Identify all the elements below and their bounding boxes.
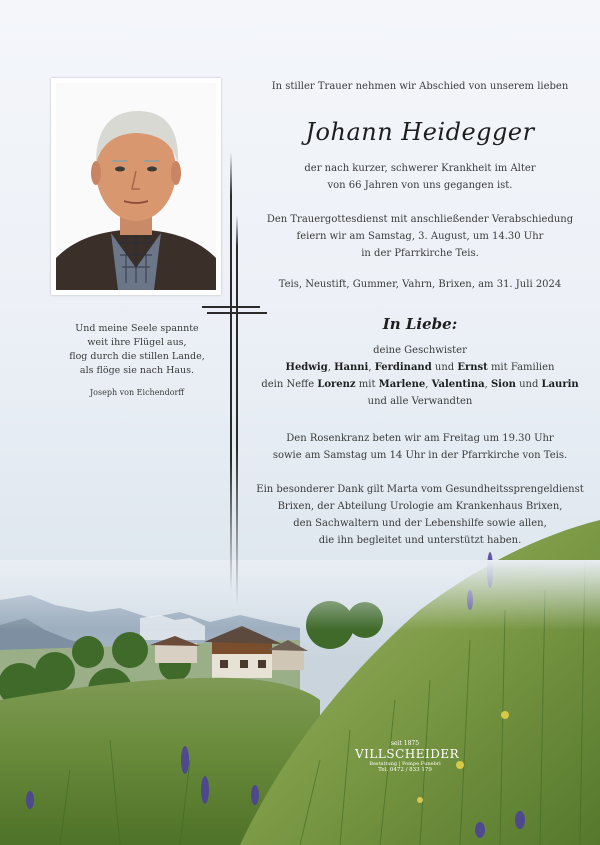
separator: , <box>425 379 432 390</box>
place-date: Teis, Neustift, Gummer, Vahrn, Brixen, am 31. Juli 2024 <box>278 279 562 290</box>
poem-line: weit ihre Flügel aus, <box>87 337 187 348</box>
death-line: von 66 Jahren von uns gegangen ist. <box>327 180 513 191</box>
rosary-line: Den Rosenkranz beten wir am Freitag um 19.30 Uhr <box>286 433 554 444</box>
cross-vertical-line <box>230 152 232 592</box>
logo-since: seit 1875 <box>390 740 420 747</box>
family-name: Ernst <box>457 362 488 373</box>
thanks-line: Brixen, der Abteilung Urologie am Krankenhaus Brixen, <box>277 501 563 512</box>
poem-line: als flöge sie nach Haus. <box>79 365 195 376</box>
rosary-info <box>255 430 585 464</box>
separator: mit <box>355 379 379 390</box>
family-name: Laurin <box>541 379 579 390</box>
rosary-line: sowie am Samstag um 14 Uhr in der Pfarrkirche von Teis. <box>272 450 568 461</box>
poem-line: Und meine Seele spannte <box>75 323 199 334</box>
funeral-home-logo <box>355 740 460 773</box>
logo-name: VILLSCHEIDER <box>355 747 460 761</box>
separator: dein Neffe <box>261 379 318 390</box>
separator: , <box>484 379 491 390</box>
family-name: Lorenz <box>317 379 356 390</box>
thanks-line: den Sachwaltern und der Lebenshilfe sowie allen, <box>293 518 547 529</box>
death-notice <box>255 160 585 194</box>
separator: mit Familien <box>487 362 555 373</box>
separator: , <box>327 362 335 373</box>
family-name: Sion <box>490 379 516 390</box>
family-name: Hedwig <box>285 362 328 373</box>
deceased-name: Johann Heidegger <box>305 118 535 146</box>
logo-phone: Tel. 0472 / 833 179 <box>378 767 432 773</box>
cross-vertical-line-2 <box>236 215 238 605</box>
family-line <box>255 359 585 376</box>
thanks-text <box>255 481 585 549</box>
separator: und <box>515 379 542 390</box>
service-line: feiern wir am Samstag, 3. August, um 14.30 Uhr <box>296 231 544 242</box>
cross-horizontal-line-2 <box>207 312 267 314</box>
family-line: deine Geschwister <box>373 345 467 356</box>
poem-line: flog durch die stillen Lande, <box>69 351 205 362</box>
portrait-frame <box>51 78 221 295</box>
service-info <box>255 211 585 262</box>
thanks-line: Ein besonderer Dank gilt Marta vom Gesundheitssprengeldienst <box>256 484 584 495</box>
family-name: Hanni <box>334 362 369 373</box>
cross-horizontal-line <box>202 306 260 308</box>
intro-text: In stiller Trauer nehmen wir Abschied von unserem lieben <box>271 81 569 92</box>
family-name: Valentina <box>431 379 485 390</box>
portrait-photo <box>56 83 216 290</box>
service-line: in der Pfarrkirche Teis. <box>361 248 479 259</box>
service-line: Den Trauergottesdienst mit anschließender Verabschiedung <box>266 214 574 225</box>
family-name: Marlene <box>378 379 426 390</box>
family-line: und alle Verwandten <box>367 396 473 407</box>
family-list <box>255 342 585 410</box>
thanks-line: die ihn begleitet und unterstützt haben. <box>318 535 522 546</box>
family-line <box>255 376 585 393</box>
in-love-heading: In Liebe: <box>382 315 458 333</box>
poem-author: Joseph von Eichendorff <box>89 388 185 397</box>
family-name: Ferdinand <box>374 362 432 373</box>
separator: , <box>368 362 375 373</box>
logo-subtitle: Bestattung | Pompe Funebri <box>369 761 441 767</box>
death-line: der nach kurzer, schwerer Krankheit im Alter <box>304 163 536 174</box>
poem <box>58 322 216 378</box>
separator: und <box>431 362 458 373</box>
